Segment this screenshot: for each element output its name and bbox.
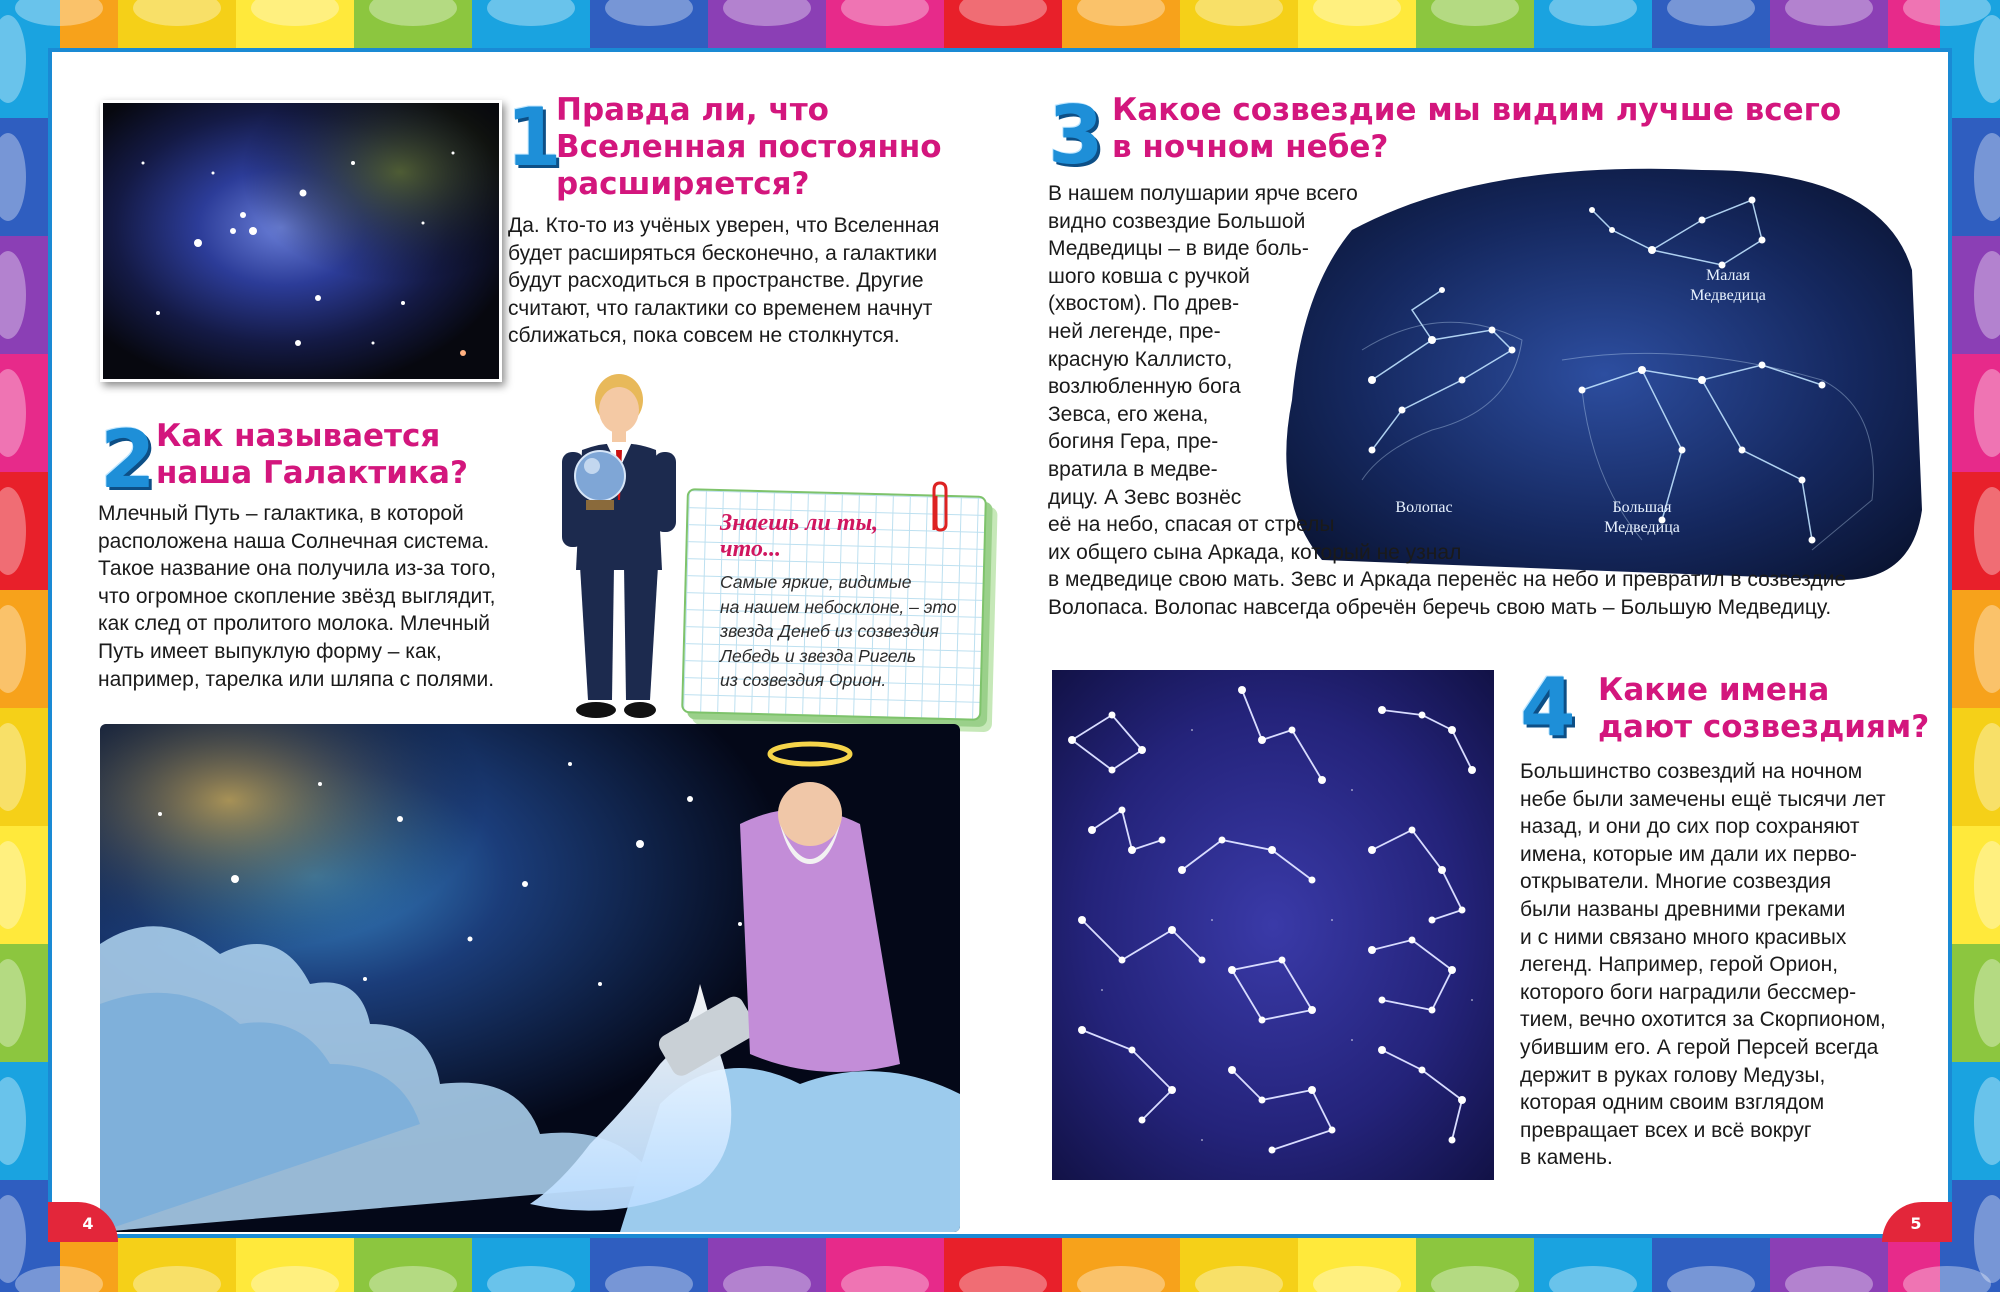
note-text-line: звезда Денеб из созвездия [720, 621, 939, 641]
section-4-text-line: легенд. Например, герой Орион, [1520, 953, 1839, 977]
section-2-text-line: Млечный Путь – галактика, в которой [98, 502, 464, 525]
note-text-line: Лебедь и звезда Ригель [720, 645, 917, 666]
section-3-text-line: Медведицы – в виде боль- [1048, 237, 1309, 261]
section-4-text-line: небе были замечены ещё тысячи лет [1520, 787, 1886, 811]
section-4-text-line: в камень. [1520, 1146, 1613, 1170]
section-4-text-line: и с ними связано много красивых [1520, 925, 1847, 949]
section-4-title-line: Какие имена [1598, 672, 1830, 708]
did-you-know-note [684, 492, 984, 717]
paperclip-icon [924, 480, 954, 540]
note-text-line: Самые яркие, видимые [720, 572, 912, 592]
section-2-text [98, 500, 496, 693]
section-2-text-line: как след от пролитого молока. Млечный [98, 612, 491, 636]
bootes-label: Волопас [1395, 499, 1453, 516]
section-1-text-line: будет расширяться бесконечно, а галактики [508, 241, 938, 265]
section-3-text-line: видно созвездие Большой [1048, 209, 1306, 233]
section-4-title [1598, 672, 1929, 746]
page-number-left: 4 [82, 1214, 94, 1233]
ursa-major-label-line: Большая [1612, 499, 1672, 516]
section-3-text-line: красную Каллисто, [1048, 347, 1233, 371]
section-1-text-line: сближаться, пока совсем не столкнутся. [508, 324, 900, 348]
section-3-text-line: Волопаса. Волопас навсегда обречён беречь свою мать – Большую Медведицу. [1048, 595, 1832, 619]
note-text [720, 570, 956, 693]
ursa-minor-label-line: Медведица [1690, 287, 1766, 304]
section-4-text-line: которая одним своим взглядом [1520, 1091, 1825, 1115]
section-2-title-line: наша Галактика? [156, 455, 468, 491]
note-title-line: Знаешь ли ты, [720, 510, 879, 536]
section-1-title-line: расширяется? [556, 166, 810, 202]
section-4-text-line: назад, и они до сих пор сохраняют [1520, 815, 1860, 839]
page-number-right: 5 [1910, 1214, 1922, 1233]
note-text-line: на нашем небосклоне, – это [720, 596, 957, 617]
section-1-text-line: Да. Кто-то из учёных уверен, что Вселенная [508, 214, 940, 237]
section-2-text-line: Путь имеет выпуклую форму – как, [98, 639, 442, 663]
milky-way-illustration [100, 724, 960, 1232]
section-3-text-line: Зевса, его жена, [1048, 402, 1209, 426]
section-3-text-line: их общего сына Аркада, который не узнал [1048, 540, 1462, 564]
section-1-text [508, 212, 939, 350]
section-4-text [1520, 758, 1886, 1172]
section-3-title-line: в ночном небе? [1112, 129, 1389, 165]
section-1-title [556, 92, 942, 203]
section-3-title-line: Какое созвездие мы видим лучше всего [1112, 92, 1842, 128]
nebula-photo [100, 100, 502, 382]
section-4-text-line: имена, которые им дали их перво- [1520, 842, 1857, 866]
boy-with-globe-illustration [544, 370, 694, 750]
ursa-minor-label-line: Малая [1706, 267, 1750, 284]
section-3-text-line: ней легенде, пре- [1048, 319, 1221, 343]
book-spread [48, 48, 1952, 1238]
section-2-title [156, 418, 468, 492]
section-2-text-line: что огромное скопление звёзд выглядит, [98, 584, 496, 608]
note-text-line: из созвездия Орион. [720, 670, 887, 690]
section-3-text-line: шого ковша с ручкой [1048, 264, 1250, 288]
section-1-title-line: Вселенная постоянно [556, 129, 942, 165]
section-3-text-line: богиня Гера, пре- [1048, 430, 1219, 454]
section-4-text-line: тием, вечно охотится за Скорпионом, [1520, 1008, 1886, 1032]
note-title-line: что... [720, 536, 781, 562]
ursa-major-label-line: Медведица [1604, 519, 1680, 536]
section-4-text-line: открыватели. Многие созвездия [1520, 870, 1832, 894]
section-3-text-line: В нашем полушарии ярче всего [1048, 182, 1358, 205]
section-1-title-line: Правда ли, что [556, 92, 829, 128]
section-4-text-line: убившим его. А герой Персей всегда [1520, 1035, 1879, 1059]
section-3-text-line: в медведице свою мать. Зевс и Аркада перенёс на небо и превратил в созвездие [1048, 568, 1847, 592]
section-1-text-line: считают, что галактики со временем начнут [508, 296, 933, 320]
section-2-text-line: Такое название она получила из-за того, [98, 557, 497, 581]
note-title [720, 510, 878, 562]
section-2-title-line: Как называется [156, 418, 441, 454]
section-2-text-line: расположена наша Солнечная система. [98, 529, 490, 553]
section-3-text-line: её на небо, спасая от стрелы [1048, 513, 1335, 537]
section-1-number: 1 [506, 91, 562, 184]
section-3-text-line: вратила в медве- [1048, 457, 1218, 481]
section-3-text-line: (хвостом). По древ- [1048, 292, 1240, 316]
section-2-text-line: например, тарелка или шляпа с полями. [98, 667, 495, 691]
section-4-text-line: которого боги наградили бессмер- [1520, 980, 1857, 1004]
section-4-text-line: Большинство созвездий на ночном [1520, 760, 1863, 783]
section-4-text-line: были названы древними греками [1520, 897, 1846, 921]
section-3-number: 3 [1048, 89, 1104, 182]
section-4-title-line: дают созвездиям? [1598, 709, 1930, 745]
section-3-text-line: возлюбленную бога [1048, 375, 1241, 399]
section-3-text [1048, 180, 1846, 622]
section-2-number: 2 [100, 413, 156, 506]
section-4-text-line: держит в руках голову Медузы, [1520, 1063, 1826, 1087]
section-4-number: 4 [1520, 661, 1576, 754]
section-4-text-line: превращает всех и всё вокруг [1520, 1118, 1812, 1142]
section-1-text-line: будут расходиться в пространстве. Другие [508, 269, 924, 293]
section-3-text-line: дицу. А Зевс вознёс [1048, 485, 1242, 509]
constellations-photo [1052, 670, 1494, 1180]
